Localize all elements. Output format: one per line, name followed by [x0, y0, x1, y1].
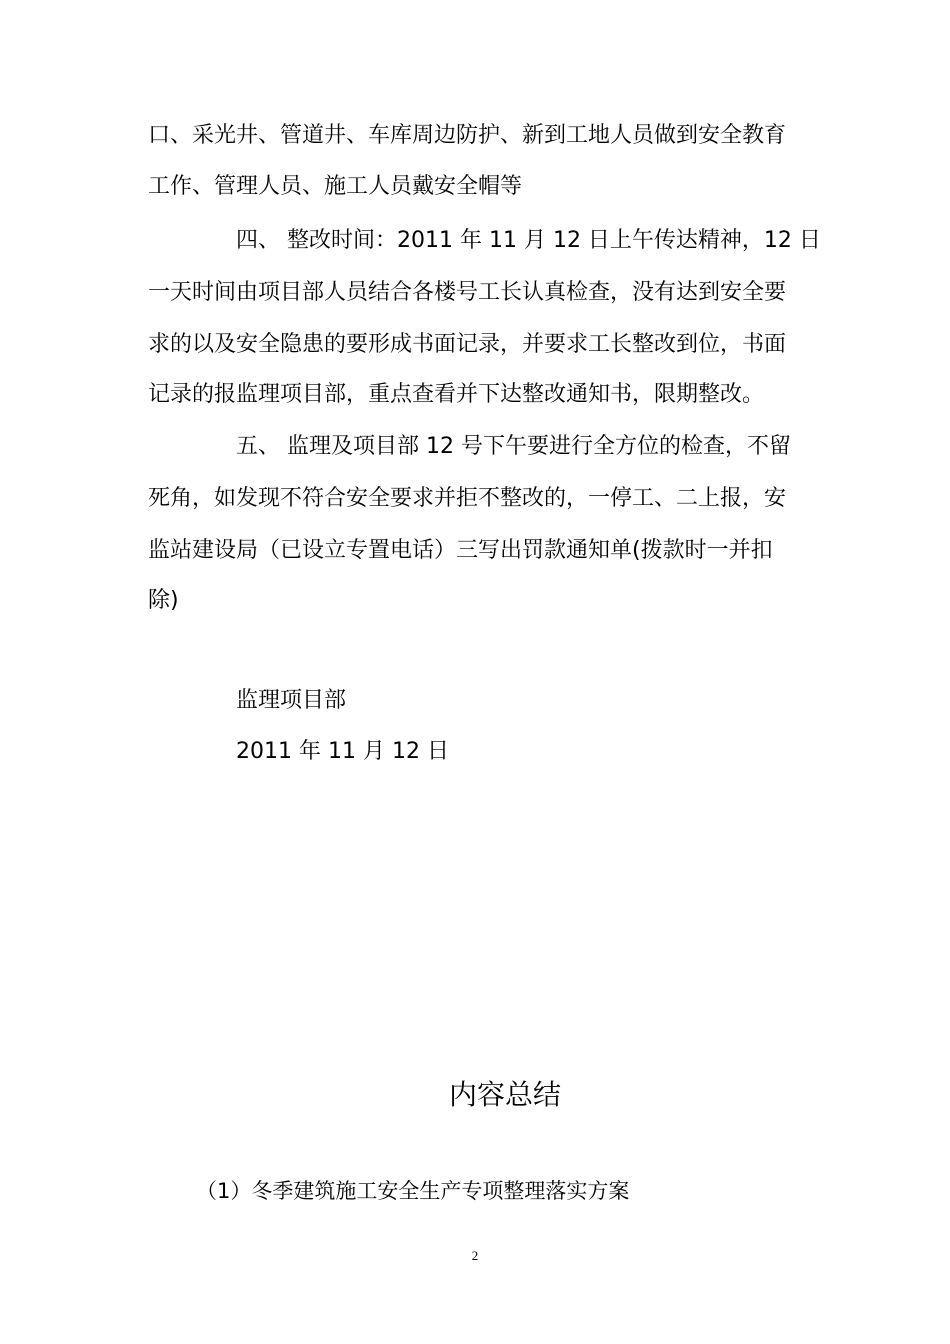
- paragraph-line: 除): [148, 588, 179, 613]
- signature-date: 2011 年 11 月 12 日: [236, 739, 449, 764]
- paragraph-line: 四、 整改时间：2011 年 11 月 12 日上午传达精神，12 日: [236, 228, 821, 253]
- signature-org: 监理项目部: [236, 688, 347, 713]
- summary-title: 内容总结: [448, 1078, 561, 1111]
- paragraph-line: 记录的报监理项目部，重点查看并下达整改通知书，限期整改。: [148, 382, 765, 407]
- paragraph-line: 一天时间由项目部人员结合各楼号工长认真检查，没有达到安全要: [148, 280, 787, 305]
- paragraph-line: 监站建设局（已设立专置电话）三写出罚款通知单(拨款时一并扣: [148, 538, 773, 563]
- paragraph-line: 求的以及安全隐患的要形成书面记录，并要求工长整改到位，书面: [148, 332, 787, 357]
- paragraph-line: 工作、管理人员、施工人员戴安全帽等: [148, 174, 523, 199]
- summary-item: （1）冬季建筑施工安全生产专项整理落实方案: [196, 1179, 630, 1203]
- paragraph-line: 死角，如发现不符合安全要求并拒不整改的，一停工、二上报，安: [148, 486, 787, 511]
- paragraph-line: 口、采光井、管道井、车库周边防护、新到工地人员做到安全教育: [148, 123, 787, 148]
- page-number: 2: [471, 1248, 479, 1263]
- paragraph-line: 五、 监理及项目部 12 号下午要进行全方位的检查，不留: [236, 434, 791, 459]
